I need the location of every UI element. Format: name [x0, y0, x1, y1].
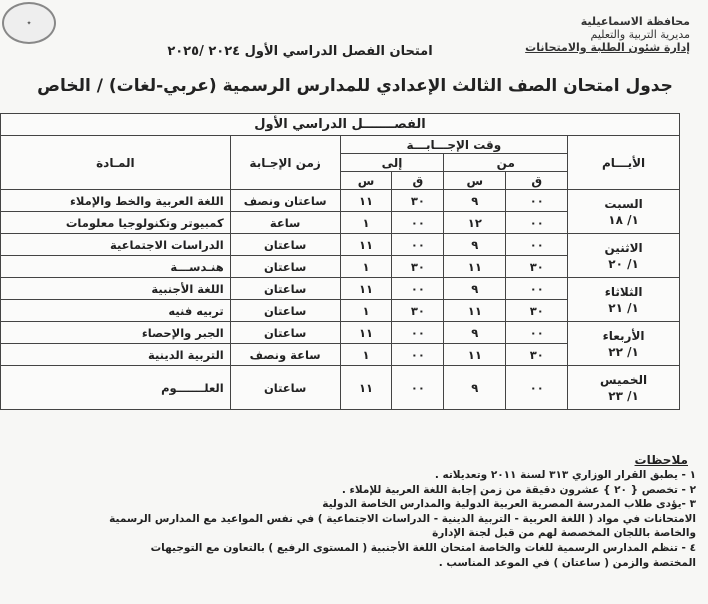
note-line: ٣ -يؤدى طلاب المدرسة المصرية العربية الدولية والمدارس الخاصة الدولية: [322, 498, 696, 511]
to-minutes-cell: ٠٠: [392, 278, 444, 300]
governorate-seal: ✦: [2, 2, 56, 44]
day-cell: [568, 322, 680, 366]
table-row: [1, 322, 680, 344]
days-header: الأيـــام: [568, 136, 680, 190]
to-hours-cell: ١: [340, 212, 392, 234]
to-hours-cell: ١١: [340, 322, 392, 344]
to-hours-cell: ١: [340, 344, 392, 366]
day-cell: [568, 190, 680, 234]
note-line: ٢ - تخصص { ٢٠ } عشرون دقيقة من زمن إجابة اللغة العربية للإملاء .: [341, 483, 696, 496]
answer-time-header: وقت الإجـــابـــة: [340, 136, 568, 154]
day-name: الثلاثاء: [604, 284, 643, 299]
to-minutes-cell: ٠٠: [392, 344, 444, 366]
department-name: إدارة شئون الطلبة والامتحانات: [525, 41, 690, 54]
duration-cell: ساعتان ونصف: [230, 190, 340, 212]
table-row: [1, 234, 680, 256]
from-hours-cell: ٩: [444, 366, 506, 410]
subject-header: المـادة: [1, 136, 231, 190]
from-hours-cell: ٩: [444, 278, 506, 300]
to-header: إلى: [340, 154, 444, 172]
note-line: المختصة والزمن ( ساعتان ) في الموعد المناسب .: [438, 556, 696, 569]
subject-cell: كمبيوتر وتكنولوجيا معلومات: [1, 212, 231, 234]
notes-list: [6, 468, 696, 570]
duration-cell: ساعتان: [230, 234, 340, 256]
subject-cell: الدراسات الاجتماعية: [1, 234, 231, 256]
from-hours-cell: ١١: [444, 300, 506, 322]
from-header: من: [444, 154, 568, 172]
duration-cell: ساعتان: [230, 322, 340, 344]
day-date: ١/ ٢٠: [608, 256, 639, 271]
note-line: ٤ - تنظم المدارس الرسمية للغات والخاصة امتحان اللغة الأجنبية ( المستوى الرفيع ) بالتعاون مع التوجيهات: [150, 541, 696, 554]
duration-cell: ساعة ونصف: [230, 344, 340, 366]
subject-cell: اللغة الأجنبية: [1, 278, 231, 300]
from-hours-cell: ٩: [444, 190, 506, 212]
from-minutes-cell: ٣٠: [506, 256, 568, 278]
to-hours-cell: ١: [340, 256, 392, 278]
to-minutes-header: ق: [392, 172, 444, 190]
from-hours-cell: ١١: [444, 344, 506, 366]
note-line: الامتحانات في مواد ( اللغة العربية - التربية الدينية - الدراسات الاجتماعية ) في نفس المواعيد مع المدارس الرسمية: [109, 512, 696, 525]
duration-cell: ساعتان: [230, 300, 340, 322]
day-date: ١/ ٢٣: [608, 388, 639, 403]
to-hours-cell: ١١: [340, 278, 392, 300]
to-hours-cell: ١١: [340, 190, 392, 212]
table-row: [1, 278, 680, 300]
from-minutes-cell: ٠٠: [506, 366, 568, 410]
to-minutes-cell: ٠٠: [392, 234, 444, 256]
from-minutes-cell: ٠٠: [506, 322, 568, 344]
day-name: الخميس: [599, 372, 648, 387]
semester-header: الفصـــــــل الدراسي الأول: [1, 114, 680, 136]
from-hours-header: س: [444, 172, 506, 190]
day-cell: [568, 234, 680, 278]
from-minutes-cell: ٠٠: [506, 190, 568, 212]
day-date: ١/ ٢١: [608, 300, 639, 315]
notes-title: ملاحظات: [634, 453, 688, 467]
from-hours-cell: ٩: [444, 322, 506, 344]
to-hours-cell: ١: [340, 300, 392, 322]
directorate-name: مديرية التربية والتعليم: [590, 28, 690, 41]
day-name: السبت: [604, 196, 643, 211]
day-date: ١/ ١٨: [608, 212, 639, 227]
subject-cell: هنـدســـة: [1, 256, 231, 278]
note-line: ١ - يطبق القرار الوزاري ٣١٣ لسنة ٢٠١١ وتعديلاته .: [434, 469, 696, 481]
table-row: [1, 190, 680, 212]
table-row: [1, 366, 680, 410]
exam-title: امتحان الفصل الدراسي الأول ٢٠٢٤ /٢٠٢٥: [167, 44, 433, 59]
from-minutes-cell: ٠٠: [506, 212, 568, 234]
to-minutes-cell: ٠٠: [392, 212, 444, 234]
to-minutes-cell: ٣٠: [392, 256, 444, 278]
exam-schedule-table: [0, 113, 680, 410]
from-minutes-cell: ٠٠: [506, 278, 568, 300]
subject-cell: اللغة العربية والخط والإملاء: [1, 190, 231, 212]
to-minutes-cell: ٠٠: [392, 366, 444, 410]
day-cell: [568, 278, 680, 322]
duration-cell: ساعتان: [230, 256, 340, 278]
from-hours-cell: ٩: [444, 234, 506, 256]
to-minutes-cell: ٠٠: [392, 322, 444, 344]
duration-cell: ساعتان: [230, 366, 340, 410]
from-hours-cell: ١١: [444, 256, 506, 278]
day-name: الاثنين: [604, 240, 643, 255]
to-hours-cell: ١١: [340, 234, 392, 256]
from-minutes-cell: ٣٠: [506, 344, 568, 366]
note-line: والخاصة باللجان المخصصة لهم من قبل لجنة الإدارة: [432, 527, 696, 540]
to-hours-cell: ١١: [340, 366, 392, 410]
from-hours-cell: ١٢: [444, 212, 506, 234]
day-cell: [568, 366, 680, 410]
governorate-name: محافظة الاسماعيلية: [580, 15, 690, 28]
page-title: جدول امتحان الصف الثالث الإعدادي للمدارس الرسمية (عربي-لغات) / الخاص: [37, 76, 673, 96]
duration-header: زمن الإجـابة: [230, 136, 340, 190]
subject-cell: تربيه فنيه: [1, 300, 231, 322]
subject-cell: الجبر والإحصاء: [1, 322, 231, 344]
subject-cell: التربية الدينية: [1, 344, 231, 366]
duration-cell: ساعة: [230, 212, 340, 234]
day-name: الأربعاء: [602, 328, 645, 343]
from-minutes-header: ق: [506, 172, 568, 190]
to-hours-header: س: [340, 172, 392, 190]
duration-cell: ساعتان: [230, 278, 340, 300]
to-minutes-cell: ٣٠: [392, 190, 444, 212]
subject-cell: العلـــــــوم: [1, 366, 231, 410]
to-minutes-cell: ٣٠: [392, 300, 444, 322]
day-date: ١/ ٢٢: [608, 344, 639, 359]
from-minutes-cell: ٣٠: [506, 300, 568, 322]
from-minutes-cell: ٠٠: [506, 234, 568, 256]
